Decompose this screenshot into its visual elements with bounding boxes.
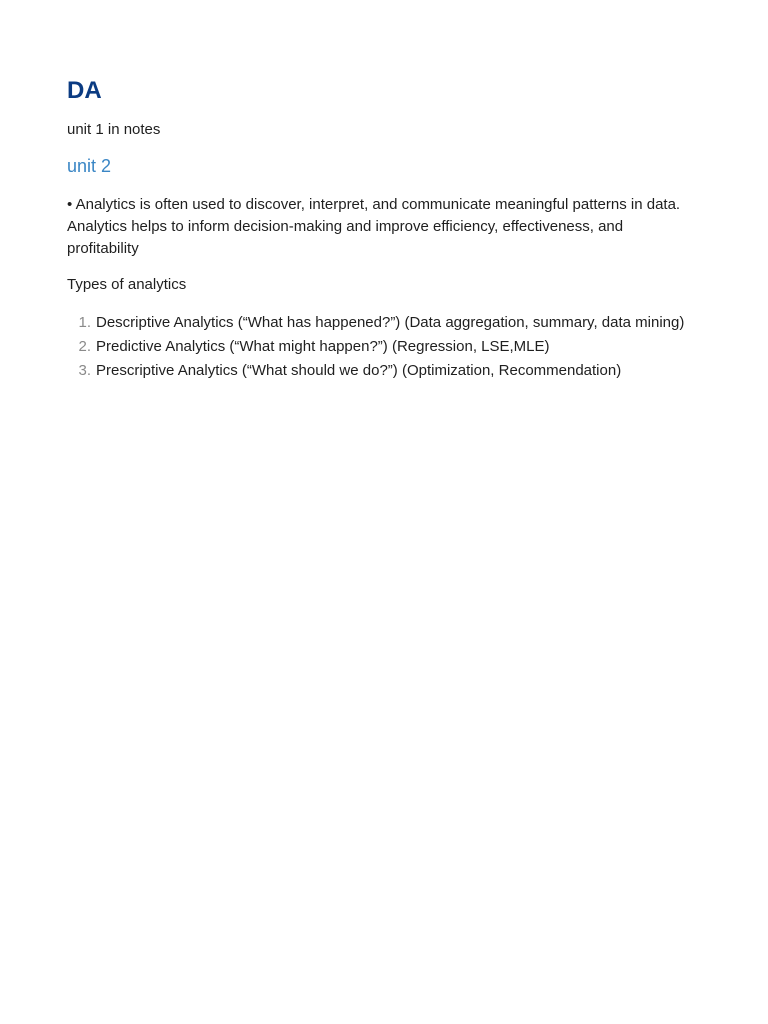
list-item-text: Prescriptive Analytics (“What should we do?”) (Optimization, Recommendation)	[96, 362, 622, 379]
analytics-types-list	[67, 312, 701, 382]
list-item-text: Descriptive Analytics (“What has happened?”) (Data aggregation, summary, data mining)	[96, 314, 685, 331]
types-of-analytics-label: Types of analytics	[67, 276, 187, 293]
list-item-number: 3.	[78, 362, 91, 379]
list-item	[67, 336, 701, 358]
list-item-number: 2.	[78, 338, 91, 355]
list-item-number: 1.	[78, 314, 91, 331]
list-item	[67, 360, 701, 382]
list-item	[67, 312, 701, 334]
document-title: DA	[67, 77, 102, 104]
unit-1-note: unit 1 in notes	[67, 121, 161, 138]
analytics-description-paragraph: • Analytics is often used to discover, interpret, and communicate meaningful patterns in data. Analytics helps to inform decision-making and improve efficiency, effectiveness, and profitability	[67, 196, 681, 257]
list-item-text: Predictive Analytics (“What might happen?”) (Regression, LSE,MLE)	[96, 338, 550, 355]
section-heading-unit-2: unit 2	[67, 156, 112, 176]
